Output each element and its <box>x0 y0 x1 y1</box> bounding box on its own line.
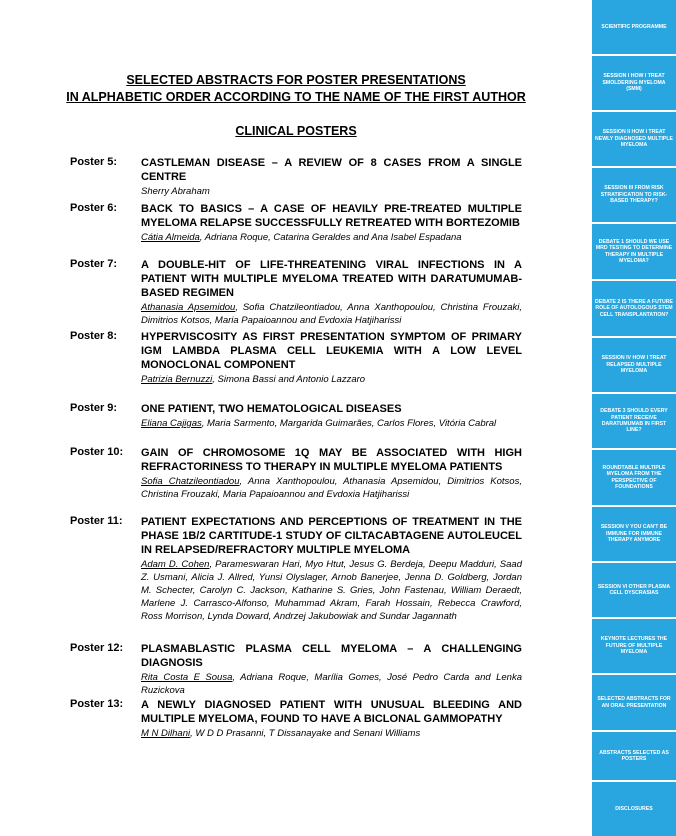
nav-oral-abstracts[interactable]: SELECTED ABSTRACTS FOR AN ORAL PRESENTATION <box>592 675 676 730</box>
nav-scientific-programme[interactable]: SCIENTIFIC PROGRAMME <box>592 0 676 54</box>
poster-authors <box>141 417 522 430</box>
nav-session-1[interactable]: SESSION I HOW I TREAT SMOLDERING MYELOMA (SMM) <box>592 56 676 110</box>
nav-poster-abstracts[interactable]: ABSTRACTS SELECTED AS POSTERS <box>592 732 676 780</box>
poster-title: HYPERVISCOSITY AS FIRST PRESENTATION SYMPTOM OF PRIMARY IGM LAMBDA PLASMA CELL LEUKEMIA WITH A LOW LEVEL MONOCLONAL COMPONENT <box>141 331 522 371</box>
nav-session-5[interactable]: SESSION V YOU CAN'T BE IMMUNE FOR IMMUNE THERAPY ANYMORE <box>592 507 676 561</box>
poster-label: Poster 8: <box>70 330 118 342</box>
poster-title: GAIN OF CHROMOSOME 1Q MAY BE ASSOCIATED WITH HIGH REFRACTORINESS TO THERAPY IN MULTIPLE MYELOMA PATIENTS <box>141 447 522 473</box>
other-authors: , Maria Sarmento, Margarida Guimarães, Carlos Flores, Vitória Cabral <box>201 418 497 429</box>
nav-session-2[interactable]: SESSION II HOW I TREAT NEWLY DIAGNOSED MULTIPLE MYELOMA <box>592 112 676 166</box>
poster-title: BACK TO BASICS – A CASE OF HEAVILY PRE-TREATED MULTIPLE MYELOMA RELAPSE SUCCESSFULLY RETREATED WITH BORTEZOMIB <box>141 203 522 229</box>
other-authors: , W D D Prasanni, T Dissanayake and Senani Williams <box>190 728 421 739</box>
other-authors: , Adriana Roque, Catarina Geraldes and Ana Isabel Espadana <box>199 232 462 243</box>
poster-title: PLASMABLASTIC PLASMA CELL MYELOMA – A CHALLENGING DIAGNOSIS <box>141 643 522 669</box>
nav-debate-1[interactable]: DEBATE 1 SHOULD WE USE MRD TESTING TO DETERMINE THERAPY IN MULTIPLE MYELOMA? <box>592 224 676 279</box>
first-author: Adam D. Cohen <box>141 559 210 570</box>
other-authors: , Parameswaran Hari, Myo Htut, Jesus G. Berdeja, Deepu Madduri, Saad Z. Usmani, Alicia J. Allred, Yunsi Olyslager, Arnob Banerjee, Jenna D. Goldberg, Jordan M. Schecter, Carolyn C. Jackson, Katharine S. Gries, John Fastenau, William Deraedt, Marlene J. Carrasco-Alfonso, Muhammad Akram, Farah Hossain, Rebecca Crawford, Ross Morrison, Lynda Doward, Andrzej Jakubowiak and Sundar Jagannath <box>141 559 522 622</box>
nav-disclosures[interactable]: DISCLOSURES <box>592 782 676 836</box>
heading-alphabetic-order: IN ALPHABETIC ORDER ACCORDING TO THE NAME OF THE FIRST AUTHOR <box>66 90 526 104</box>
poster-label: Poster 6: <box>70 202 118 214</box>
poster-title: A DOUBLE-HIT OF LIFE-THREATENING VIRAL INFECTIONS IN A PATIENT WITH MULTIPLE MYELOMA TREATED WITH DARATUMUMAB-BASED REGIMEN <box>141 259 522 299</box>
nav-session-4[interactable]: SESSION IV HOW I TREAT RELAPSED MULTIPLE MYELOMA <box>592 338 676 392</box>
nav-session-6[interactable]: SESSION VI OTHER PLASMA CELL DYSCRASIAS <box>592 563 676 617</box>
poster-title: CASTLEMAN DISEASE – A REVIEW OF 8 CASES FROM A SINGLE CENTRE <box>141 157 522 183</box>
poster-authors <box>141 727 522 740</box>
poster-authors <box>141 231 522 244</box>
poster-authors <box>141 558 522 623</box>
nav-keynote-lectures[interactable]: KEYNOTE LECTURES THE FUTURE OF MULTIPLE MYELOMA <box>592 619 676 673</box>
poster-label: Poster 13: <box>70 698 124 710</box>
other-authors: , Adriana Roque, Marília Gomes, José Pedro Carda and Lenka Ruzickova <box>141 672 522 696</box>
first-author: Patrizia Bernuzzi <box>141 374 213 385</box>
poster-label: Poster 9: <box>70 402 118 414</box>
first-author: M N Dilhani <box>141 728 191 739</box>
poster-title: ONE PATIENT, TWO HEMATOLOGICAL DISEASES <box>141 403 402 415</box>
poster-authors <box>141 475 522 501</box>
first-author: Cátia Almeida <box>141 232 200 243</box>
first-author: Athanasia Apsemidou <box>141 302 236 313</box>
sidebar-navigation <box>592 0 676 836</box>
nav-session-3[interactable]: SESSION III FROM RISK STRATIFICATION TO RISK-BASED THERAPY? <box>592 168 676 222</box>
section-title-clinical-posters: CLINICAL POSTERS <box>235 124 357 138</box>
nav-debate-2[interactable]: DEBATE 2 IS THERE A FUTURE ROLE OF AUTOLOGOUS STEM CELL TRANSPLANTATION? <box>592 281 676 336</box>
other-authors: , Simona Bassi and Antonio Lazzaro <box>212 374 366 385</box>
poster-authors <box>141 185 522 198</box>
poster-label: Poster 12: <box>70 642 124 654</box>
poster-title: PATIENT EXPECTATIONS AND PERCEPTIONS OF TREATMENT IN THE PHASE 1B/2 CARTITUDE-1 STUDY OF CILTACABTAGENE AUTOLEUCEL IN RELAPSED/REFRACTORY MULTIPLE MYELOMA <box>141 516 522 556</box>
poster-authors <box>141 671 522 697</box>
poster-authors <box>141 301 522 327</box>
poster-label: Poster 7: <box>70 258 118 270</box>
poster-label: Poster 5: <box>70 156 118 168</box>
poster-title: A NEWLY DIAGNOSED PATIENT WITH UNUSUAL BLEEDING AND MULTIPLE MYELOMA, FOUND TO HAVE A BICLONAL GAMMOPATHY <box>141 699 522 725</box>
poster-label: Poster 10: <box>70 446 124 458</box>
other-authors: , Sofia Chatzileontiadou, Anna Xanthopoulou, Christina Frouzaki, Dimitrios Kotsos, Maria Papaioannou and Evdoxia Hatjiharissi <box>141 302 522 326</box>
first-author: Eliana Cajigas <box>141 418 202 429</box>
other-authors: , Anna Xanthopoulou, Athanasia Apsemidou, Dimitrios Kotsos, Christina Frouzaki, Maria Papaioannou and Evdoxia Hatjiharissi <box>141 476 522 500</box>
heading-selected-abstracts: SELECTED ABSTRACTS FOR POSTER PRESENTATIONS <box>126 73 466 87</box>
nav-roundtable[interactable]: ROUNDTABLE MULTIPLE MYELOMA FROM THE PERSPECTIVE OF FOUNDATIONS <box>592 450 676 505</box>
poster-authors <box>141 373 522 386</box>
first-author: Sherry Abraham <box>141 186 210 197</box>
first-author: Sofia Chatzileontiadou <box>141 476 240 487</box>
poster-label: Poster 11: <box>70 515 123 527</box>
nav-debate-3[interactable]: DEBATE 3 SHOULD EVERY PATIENT RECEIVE DARATUMUMAB IN FIRST LINE? <box>592 394 676 448</box>
first-author: Rita Costa E Sousa <box>141 672 233 683</box>
